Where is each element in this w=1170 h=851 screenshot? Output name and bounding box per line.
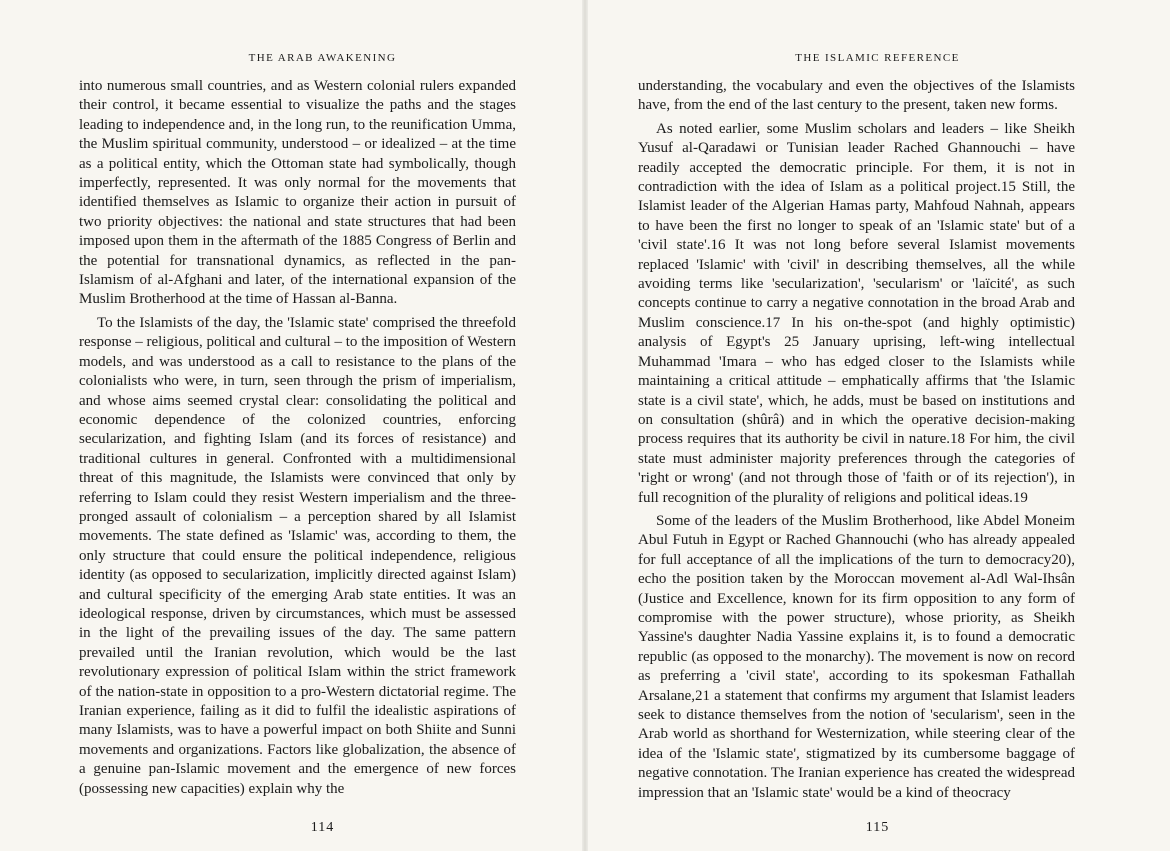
- page-number-left: 114: [310, 820, 335, 835]
- paragraph: To the Islamists of the day, the 'Islamic state' comprised the threefold response – religious, political and cultural – to the imposition of Western models, and was understood as a call to resistance to the plans of the colonialists who were, in turn, seen through the prism of imperialism, and whose aims seemed crystal clear: consolidating the political and economic dependence of the colonized countries, enforcing secularization, and fighting Islam (and its forces of resistance) and traditional cultures in general. Confronted with a multidimensional threat of this magnitude, the Islamists were convinced that only by referring to Islam could they resist Western imperialism and the three-pronged assault of colonialism – a perception shared by all Islamist movements. The state defined as 'Islamic' was, according to them, the only structure that could ensure the political independence, religious identity (as opposed to secularization, implicitly directed against Islam) and cultural specificity of the emerging Arab state entities. It was an ideological response, driven by circumstances, which must be assessed in the light of the prevailing issues of the day. The same pattern prevailed until the Iranian revolution, which would be the last revolutionary expression of political Islam within the strict framework of the nation-state in opposition to a pro-Western dictatorial regime. The Iranian experience, failing as it did to fulfil the idealistic aspirations of many Islamists, was to have a powerful impact on both Shiite and Sunni movements and organizations. Factors like globalization, the absence of a genuine pan-Islamic movement and the emergence of new forces (possessing new capacities) explain why the: [79, 314, 516, 797]
- paragraph: into numerous small countries, and as Western colonial rulers expanded their control, it became essential to visualize the paths and the stages leading to independence and, in the long run, to the reunification Umma, the Muslim spiritual community, understood – or idealized – at the time as a political entity, which the Ottoman state had symbolically, though imperfectly, represented. It was only normal for the movements that identified themselves as Islamic to organize their action in pursuit of two priority objectives: the national and state structures that had been imposed upon them in the aftermath of the 1885 Congress of Berlin and the potential for transnational dynamics, as reflected in the pan-Islamism of al-Afghani and later, of the international expansion of the Muslim Brotherhood at the time of Hassan al-Banna.: [79, 78, 516, 308]
- paragraph: As noted earlier, some Muslim scholars and leaders – like Sheikh Yusuf al-Qaradawi or Tunisian leader Rached Ghannouchi – have readily accepted the democratic principle. For them, it is not in contradiction with the idea of Islam as a political project.15 Still, the Islamist leader of the Algerian Hamas party, Mahfoud Nahnah, appears to have been the first no longer to speak of an 'Islamic state' but of a 'civil state'.16 It was not long before several Islamist movements replaced 'Islamic' with 'civil' in describing themselves, all the while avoiding terms like 'secularization', 'secularism' or 'laïcité', as such concepts continue to carry a negative connotation in the broad Arab and Muslim conscience.17 In his on-the-spot (and highly optimistic) analysis of Egypt's 25 January uprising, left-wing intellectual Muhammad 'Imara – who has edged closer to the Islamists while maintaining a critical attitude – emphatically affirms that 'the Islamic state is a civil state', which, he adds, must be based on institutions and on consultation (shûrâ) and in which the operative decision-making process requires that its authority be civil in nature.18 For him, the civil state must administer majority preferences through the categories of 'right or wrong' (and not through those of 'faith or of its rejection'), in full recognition of the plurality of religions and political ideas.19: [638, 120, 1075, 506]
- paragraph: Some of the leaders of the Muslim Brotherhood, like Abdel Moneim Abul Futuh in Egypt or Rached Ghannouchi (who has already appealed for full acceptance of all the implications of the turn to democracy20), echo the position taken by the Moroccan movement al-Adl Wal-Ihsân (Justice and Excellence, known for its firm opposition to any form of compromise with the power structure), whose priority, as Sheikh Yassine's daughter Nadia Yassine explains it, is to found a democratic republic (as opposed to the monarchy). The movement is now on record as preferring a 'civil state', according to its spokesman Fathallah Arsalane,21 a statement that confirms my argument that Islamist leaders seek to distance themselves from the notion of 'secularism', seen in the Arab world as shorthand for Westernization, while steering clear of the idea of the 'Islamic state', stigmatized by its cumbersome baggage of negative connotation. The Iranian experience has created the widespread impression that an 'Islamic state' would be a kind of theocracy: [638, 512, 1075, 801]
- left-text-block: [79, 77, 516, 799]
- right-page: [585, 0, 1170, 851]
- page-number-right: 115: [865, 820, 890, 835]
- running-head-right: THE ISLAMIC REFERENCE: [795, 52, 960, 64]
- paragraph: understanding, the vocabulary and even the objectives of the Islamists have, from the end of the last century to the present, taken new forms.: [638, 78, 1075, 114]
- right-text-block: [638, 77, 1075, 803]
- running-head-left: THE ARAB AWAKENING: [248, 52, 397, 64]
